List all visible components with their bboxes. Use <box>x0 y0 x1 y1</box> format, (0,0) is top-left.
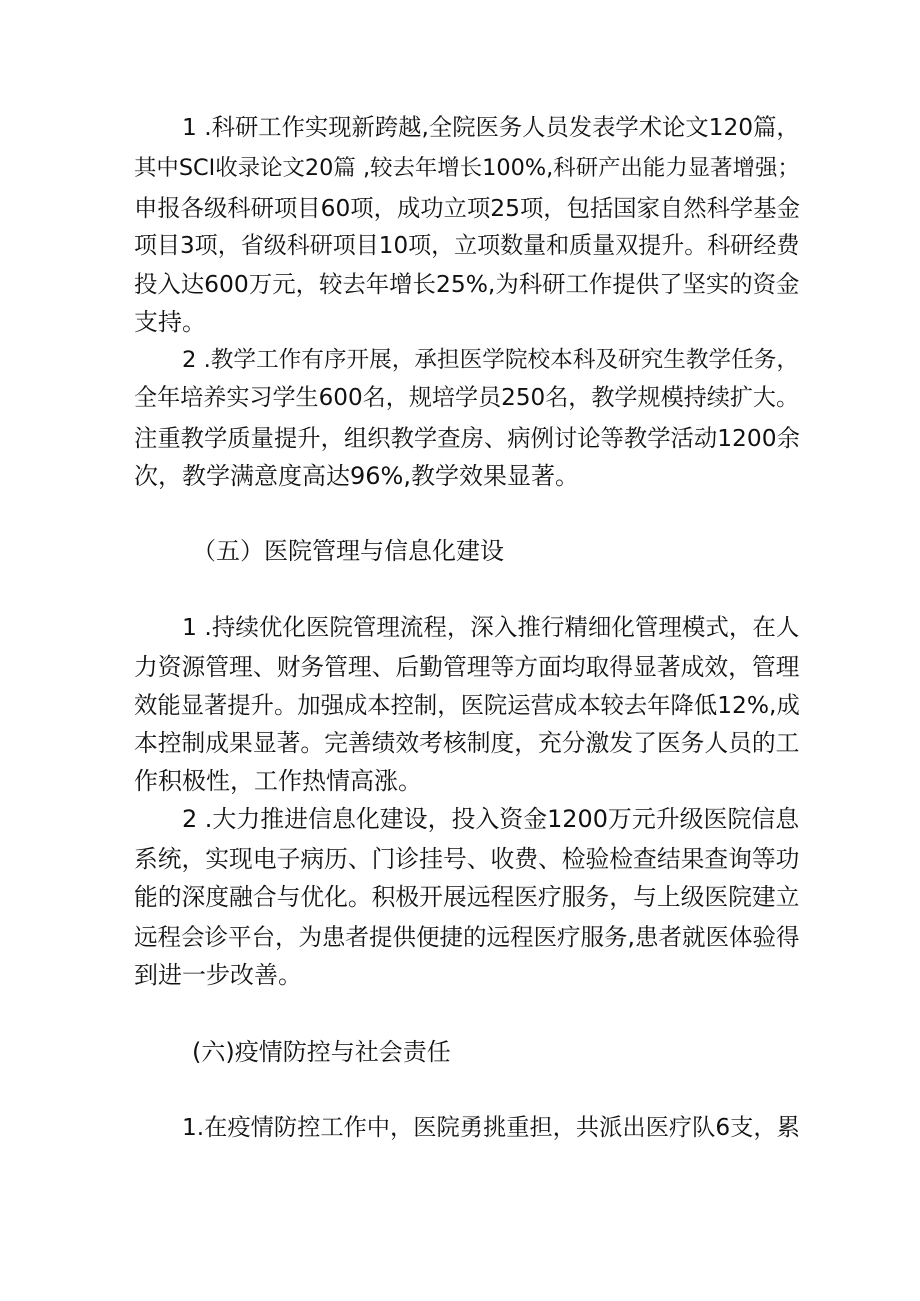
paragraph-line: 作积极性，工作热情高涨。 <box>134 767 422 795</box>
paragraph-line: 全年培养实习学生600名，规培学员250名，教学规模持续扩大。 <box>134 385 800 411</box>
paragraph-line: 本控制成果显著。完善绩效考核制度，充分激发了医务人员的工 <box>134 729 800 757</box>
paragraph-line: 注重教学质量提升，组织教学查房、病例讨论等教学活动1200余 <box>134 424 800 452</box>
paragraph-line: 能的深度融合与优化。积极开展远程医疗服务，与上级医院建立 <box>134 883 800 911</box>
paragraph-line: 2 .教学工作有序开展，承担医学院校本科及研究生教学任务， <box>182 347 800 373</box>
section-heading-6: (六)疫情防控与社会责任 <box>192 1038 451 1066</box>
paragraph-line: 远程会诊平台，为患者提供便捷的远程医疗服务,患者就医体验得 <box>134 923 800 951</box>
paragraph-line: 1 .持续优化医院管理流程，深入推行精细化管理模式，在人 <box>182 613 800 641</box>
paragraph-line: 申报各级科研项目60项，成功立项25项，包括国家自然科学基金 <box>134 194 800 222</box>
paragraph-line: 到进一步改善。 <box>134 961 302 989</box>
paragraph-line: 1.在疫情防控工作中，医院勇挑重担，共派出医疗队6支，累 <box>182 1114 800 1141</box>
paragraph-line: 1 .科研工作实现新跨越,全院医务人员发表学术论文120篇， <box>182 114 800 141</box>
paragraph-line: 2 .大力推进信息化建设，投入资金1200万元升级医院信息 <box>182 805 800 833</box>
paragraph-line: 投入达600万元，较去年增长25%,为科研工作提供了坚实的资金 <box>134 270 800 298</box>
section-heading-5: （五）医院管理与信息化建设 <box>192 537 504 565</box>
paragraph-line: 项目3项，省级科研项目10项，立项数量和质量双提升。科研经费 <box>134 233 800 259</box>
paragraph-line: 力资源管理、财务管理、后勤管理等方面均取得显著成效，管理 <box>134 653 800 681</box>
paragraph-line: 效能显著提升。加强成本控制，医院运营成本较去年降低12%,成 <box>134 691 800 719</box>
paragraph-line: 系统，实现电子病历、门诊挂号、收费、检验检查结果查询等功 <box>134 845 800 873</box>
paragraph-line: 次，教学满意度高达96%,教学效果显著。 <box>134 462 579 490</box>
paragraph-line: 支持。 <box>134 308 206 336</box>
paragraph-line: 其中SCI收录论文20篇 ,较去年增长100%,科研产出能力显著增强； <box>134 155 800 181</box>
